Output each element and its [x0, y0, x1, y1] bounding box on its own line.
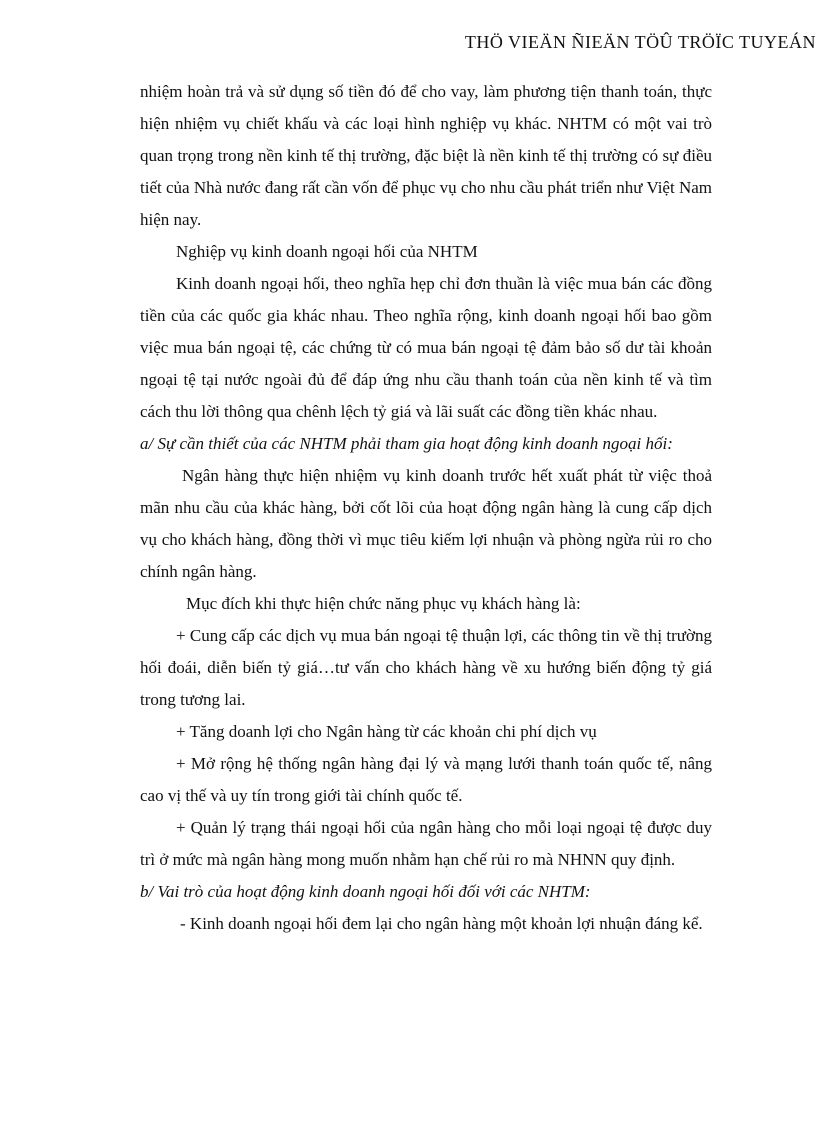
- heading-role: b/ Vai trò của hoạt động kinh doanh ngoại hối đối với các NHTM:: [140, 882, 591, 901]
- paragraph-service-purpose: Mục đích khi thực hiện chức năng phục vụ khách hàng là:: [186, 594, 581, 613]
- section-title-forex-business: Nghiệp vụ kinh doanh ngoại hối của NHTM: [176, 242, 478, 261]
- list-item-profit-role: - Kinh doanh ngoại hối đem lại cho ngân hàng một khoản lợi nhuận đáng kể.: [180, 914, 703, 933]
- paragraph-forex-definition: Kinh doanh ngoại hối, theo nghĩa hẹp chỉ đơn thuần là việc mua bán các đồng tiền của các quốc gia khác nhau. Theo nghĩa rộng, kinh doanh ngoại hối bao gồm việc mua bán ngoại tệ, các chứng từ có mua bán ngoại tệ đảm bảo số dư tài khoản ngoại tệ tại nước ngoài đủ để đáp ứng nhu cầu thanh toán của nền kinh tế và tìm cách thu lời thông qua chênh lệch tỷ giá và lãi suất các đồng tiền khác nhau.: [140, 274, 712, 421]
- list-item-network: + Mở rộng hệ thống ngân hàng đại lý và mạng lưới thanh toán quốc tế, nâng cao vị thế và uy tín trong giới tài chính quốc tế.: [140, 754, 712, 805]
- document-body: [140, 76, 712, 940]
- paragraph-bank-duty: Ngân hàng thực hiện nhiệm vụ kinh doanh trước hết xuất phát từ việc thoả mãn nhu cầu của khác hàng, bởi cốt lõi của hoạt động ngân hàng là cung cấp dịch vụ cho khách hàng, đồng thời vì mục tiêu kiếm lợi nhuận và phòng ngừa rủi ro cho chính ngân hàng.: [140, 466, 712, 581]
- heading-necessity: a/ Sự cần thiết của các NHTM phải tham gia hoạt động kinh doanh ngoại hối:: [140, 434, 673, 453]
- list-item-services: + Cung cấp các dịch vụ mua bán ngoại tệ thuận lợi, các thông tin về thị trường hối đoái, diễn biến tỷ giá…tư vấn cho khách hàng về xu hướng biến động tỷ giá trong tương lai.: [140, 626, 712, 709]
- list-item-profit: + Tăng doanh lợi cho Ngân hàng từ các khoản chi phí dịch vụ: [176, 722, 597, 741]
- page-header-title: THÖ VIEÄN ÑIEÄN TÖÛ TRÖÏC TUYEÁN: [464, 32, 816, 52]
- paragraph-intro-continued: nhiệm hoàn trả và sử dụng số tiền đó để cho vay, làm phương tiện thanh toán, thực hiện nhiệm vụ chiết khấu và các loại hình nghiệp vụ khác. NHTM có một vai trò quan trọng trong nền kinh tế thị trường, đặc biệt là nền kinh tế thị trường có sự điều tiết của Nhà nước đang rất cần vốn để phục vụ cho nhu cầu phát triển như Việt Nam hiện nay.: [140, 82, 712, 229]
- list-item-position-management: + Quản lý trạng thái ngoại hối của ngân hàng cho mỗi loại ngoại tệ được duy trì ở mức mà ngân hàng mong muốn nhằm hạn chế rủi ro mà NHNN quy định.: [140, 818, 712, 869]
